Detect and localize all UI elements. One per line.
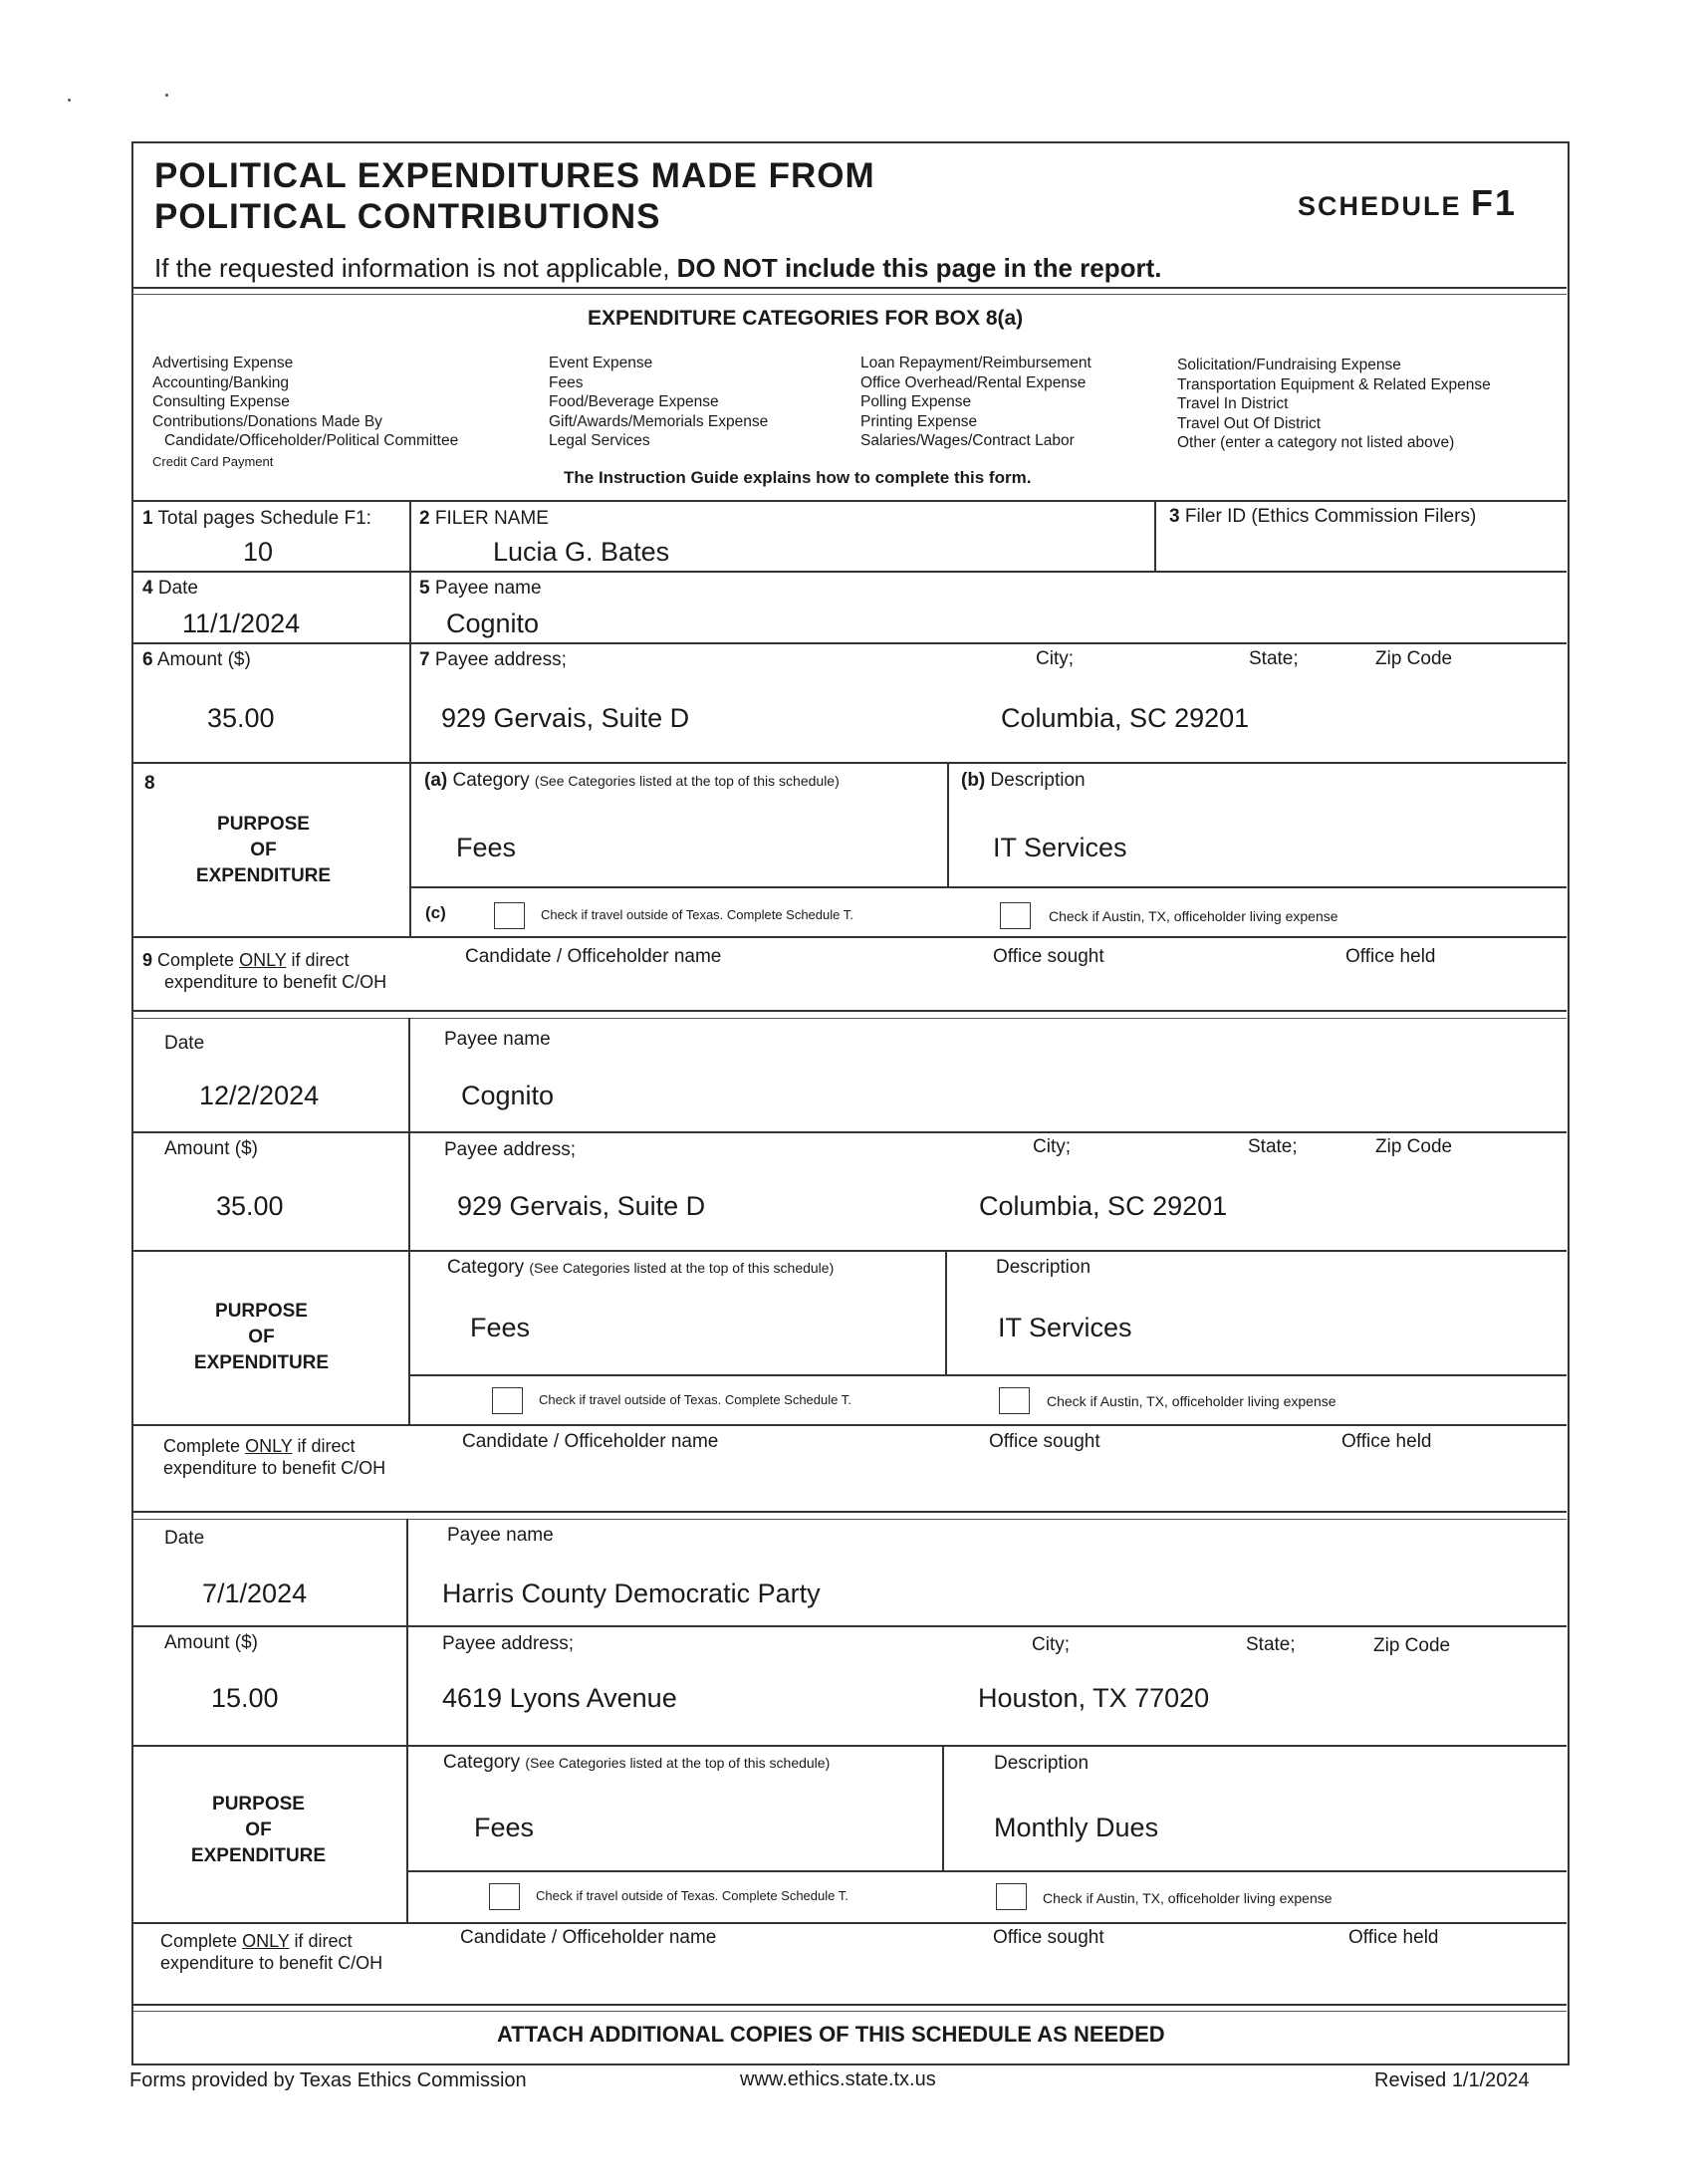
expenditure-3-address: 4619 Lyons Avenue (442, 1683, 677, 1713)
total-pages-value: 10 (243, 537, 274, 567)
field-number: 4 (142, 578, 153, 599)
categories-column-1 (152, 354, 458, 471)
divider (132, 571, 1567, 573)
category-item: Loan Repayment/Reimbursement (860, 355, 1092, 371)
category-text: Category (452, 770, 530, 791)
schedule-label (1298, 182, 1517, 224)
divider (132, 1511, 1567, 1513)
filer-id-label (1169, 506, 1476, 528)
divider (132, 1131, 1567, 1133)
note-text: if direct (297, 1436, 356, 1456)
office-sought-label: Office sought (989, 1431, 1100, 1452)
divider (132, 2004, 1567, 2006)
category-item: Legal Services (549, 432, 650, 449)
zip-label: Zip Code (1375, 1136, 1453, 1157)
website-link[interactable]: www.ethics.state.tx.us (740, 2068, 936, 2090)
divider (132, 1424, 1567, 1426)
note-text: expenditure to benefit C/OH (163, 1458, 386, 1478)
date-label: Date (164, 1528, 205, 1549)
travel-check-label: Check if travel outside of Texas. Complete Schedule T. (541, 907, 853, 922)
austin-living-expense-checkbox[interactable] (1000, 902, 1031, 929)
category-text: Category (443, 1752, 521, 1773)
expenditure-2-address: 929 Gervais, Suite D (457, 1191, 706, 1221)
complete-only-note (142, 949, 386, 993)
expenditure-3-city-state-zip: Houston, TX 77020 (978, 1683, 1210, 1713)
expenditure-3-description: Monthly Dues (994, 1813, 1159, 1842)
field-number: 6 (142, 649, 153, 670)
austin-check-label: Check if Austin, TX, officeholder living expense (1043, 1890, 1333, 1906)
field-number: (a) (424, 770, 448, 791)
divider (132, 762, 1567, 764)
description-label (961, 770, 1086, 792)
category-label (424, 770, 840, 792)
note-text: Complete (163, 1436, 241, 1456)
austin-check-label: Check if Austin, TX, officeholder living expense (1049, 908, 1338, 924)
revised-date: Revised 1/1/2024 (1374, 2069, 1530, 2091)
note-text: expenditure to benefit C/OH (164, 972, 387, 992)
field-number: (c) (425, 903, 446, 922)
category-item: Contributions/Donations Made By (152, 412, 382, 430)
payee-name-label: Payee name (447, 1525, 554, 1546)
austin-living-expense-checkbox[interactable] (996, 1883, 1027, 1910)
category-text: Category (447, 1257, 525, 1278)
filer-name-text: FILER NAME (434, 508, 549, 529)
divider (132, 294, 1567, 295)
zip-label: Zip Code (1375, 648, 1453, 669)
purpose-line: EXPENDITURE (195, 865, 332, 886)
title-line-2: POLITICAL CONTRIBUTIONS (154, 197, 661, 236)
purpose-line: OF (248, 1327, 275, 1347)
expenditure-2-payee: Cognito (461, 1081, 555, 1110)
city-label: City; (1036, 648, 1074, 669)
category-item: Polling Expense (860, 393, 972, 410)
divider (132, 500, 1567, 502)
categories-column-2 (549, 354, 768, 451)
schedule-word: SCHEDULE (1298, 191, 1462, 221)
office-sought-label: Office sought (993, 946, 1104, 967)
note-text: Complete (160, 1931, 238, 1951)
field-number: 5 (419, 578, 430, 599)
field-number: 3 (1169, 506, 1180, 527)
attach-copies-note: ATTACH ADDITIONAL COPIES OF THIS SCHEDULE AS NEEDED (497, 2022, 1165, 2047)
complete-only-note (163, 1435, 385, 1479)
austin-living-expense-checkbox[interactable] (999, 1387, 1030, 1414)
payee-address-text: Payee address; (434, 649, 567, 670)
description-label: Description (994, 1753, 1090, 1774)
notice (154, 253, 1162, 284)
purpose-line: OF (245, 1820, 272, 1840)
category-item: Gift/Awards/Memorials Expense (549, 412, 769, 430)
divider (942, 1745, 944, 1870)
divider (132, 1625, 1567, 1627)
payee-address-label (419, 649, 567, 671)
note-text: ONLY (245, 1436, 293, 1456)
field-number: 8 (144, 773, 155, 794)
note-text: expenditure to benefit C/OH (160, 1953, 383, 1973)
category-item: Office Overhead/Rental Expense (860, 373, 1087, 391)
field-number: 7 (419, 649, 430, 670)
title-line-1: POLITICAL EXPENDITURES MADE FROM (154, 156, 875, 195)
expenditure-1-description: IT Services (993, 833, 1127, 862)
category-label (447, 1257, 834, 1279)
divider (132, 642, 1567, 644)
payee-address-label: Payee address; (444, 1139, 577, 1160)
candidate-name-label: Candidate / Officeholder name (460, 1927, 717, 1948)
total-pages-label (142, 508, 371, 530)
amount-label (142, 649, 251, 671)
field-number: 9 (142, 950, 153, 970)
category-item: Advertising Expense (152, 355, 294, 371)
complete-only-note (160, 1930, 382, 1974)
purpose-line: PURPOSE (215, 1301, 308, 1322)
category-item: Food/Beverage Expense (549, 393, 719, 410)
expenditure-2-description: IT Services (998, 1313, 1132, 1342)
expenditure-1-date: 11/1/2024 (182, 608, 301, 638)
travel-outside-texas-checkbox[interactable] (489, 1883, 520, 1910)
divider (132, 1018, 1567, 1019)
notice-bold: DO NOT include this page in the report. (676, 253, 1162, 283)
note-text: if direct (294, 1931, 353, 1951)
divider (947, 762, 949, 886)
divider (132, 1922, 1567, 1924)
expenditure-3-amount: 15.00 (211, 1683, 279, 1713)
travel-outside-texas-checkbox[interactable] (494, 902, 525, 929)
travel-outside-texas-checkbox[interactable] (492, 1387, 523, 1414)
categories-heading: EXPENDITURE CATEGORIES FOR BOX 8(a) (588, 307, 1024, 330)
expenditure-3-date: 7/1/2024 (202, 1578, 308, 1608)
expenditure-2-amount: 35.00 (216, 1191, 284, 1221)
travel-check-label: Check if travel outside of Texas. Complete Schedule T. (536, 1888, 849, 1903)
city-label: City; (1032, 1634, 1070, 1655)
note-text: ONLY (239, 950, 287, 970)
expenditure-1-category: Fees (456, 833, 517, 862)
expenditure-3-payee: Harris County Democratic Party (442, 1578, 821, 1608)
divider (409, 642, 411, 936)
note-text: if direct (291, 950, 350, 970)
expenditure-1-payee: Cognito (446, 608, 540, 638)
filer-name-label (419, 508, 549, 530)
purpose-of-expenditure (171, 812, 356, 889)
divider (945, 1250, 947, 1374)
divider (132, 287, 1567, 289)
expenditure-2-date: 12/2/2024 (199, 1081, 320, 1110)
note-text: ONLY (242, 1931, 290, 1951)
expenditure-1-address: 929 Gervais, Suite D (441, 703, 690, 733)
category-label (443, 1752, 830, 1774)
instruction-guide-note: The Instruction Guide explains how to complete this form. (564, 468, 1032, 487)
divider (406, 1519, 408, 1923)
field-number: 2 (419, 508, 430, 529)
divider (132, 1745, 1567, 1747)
payee-name-label (419, 578, 542, 600)
candidate-name-label: Candidate / Officeholder name (462, 1431, 719, 1452)
austin-check-label: Check if Austin, TX, officeholder living expense (1047, 1393, 1336, 1409)
description-label: Description (996, 1257, 1092, 1278)
city-label: City; (1033, 1136, 1071, 1157)
divider (406, 1870, 1567, 1872)
office-sought-label: Office sought (993, 1927, 1104, 1948)
category-item: Fees (549, 373, 584, 391)
category-note: (See Categories listed at the top of this schedule) (529, 1260, 835, 1276)
state-label: State; (1246, 1634, 1296, 1655)
forms-provided-by: Forms provided by Texas Ethics Commission (129, 2069, 527, 2091)
category-item: Travel In District (1177, 395, 1289, 412)
divider (132, 936, 1567, 938)
divider (409, 886, 1567, 888)
category-item: Accounting/Banking (152, 373, 290, 391)
purpose-line: EXPENDITURE (193, 1352, 330, 1373)
candidate-name-label: Candidate / Officeholder name (465, 946, 722, 967)
schedule-code: F1 (1471, 182, 1518, 223)
categories-column-3 (860, 354, 1092, 451)
travel-check-label: Check if travel outside of Texas. Complete Schedule T. (539, 1392, 851, 1407)
filer-name-value: Lucia G. Bates (493, 537, 670, 567)
note-text: Complete (157, 950, 235, 970)
purpose-line: PURPOSE (212, 1794, 305, 1815)
divider (1154, 500, 1156, 571)
payee-name-label: Payee name (444, 1029, 551, 1050)
divider (132, 1519, 1567, 1520)
state-label: State; (1249, 648, 1299, 669)
amount-text: Amount ($) (156, 649, 251, 670)
purpose-of-expenditure (166, 1792, 351, 1869)
category-item: Travel Out Of District (1177, 414, 1322, 432)
office-held-label: Office held (1348, 1927, 1439, 1948)
filer-id-text: Filer ID (Ethics Commission Filers) (1184, 506, 1477, 527)
date-text: Date (157, 578, 198, 599)
amount-label: Amount ($) (164, 1632, 258, 1653)
purpose-line: EXPENDITURE (190, 1845, 327, 1866)
date-label (142, 578, 198, 600)
notice-text: If the requested information is not applicable, (154, 253, 670, 283)
category-item: Printing Expense (860, 412, 978, 430)
expenditure-2-category: Fees (470, 1313, 531, 1342)
description-text: Description (990, 770, 1086, 791)
purpose-of-expenditure (169, 1299, 354, 1376)
field-number: 1 (142, 508, 153, 529)
field-number: (b) (961, 770, 986, 791)
office-held-label: Office held (1341, 1431, 1432, 1452)
amount-label: Amount ($) (164, 1138, 258, 1159)
category-item: Consulting Expense (152, 393, 290, 410)
divider (408, 1374, 1567, 1376)
categories-column-4 (1177, 356, 1491, 453)
payee-address-label: Payee address; (442, 1633, 575, 1654)
category-item: Other (enter a category not listed above) (1177, 434, 1455, 451)
date-label: Date (164, 1033, 205, 1054)
divider (132, 1010, 1567, 1012)
scan-speck (68, 99, 71, 102)
expenditure-1-city-state-zip: Columbia, SC 29201 (1001, 703, 1250, 733)
category-note: (See Categories listed at the top of this schedule) (525, 1755, 831, 1771)
state-label: State; (1248, 1136, 1298, 1157)
category-item: Credit Card Payment (152, 453, 274, 469)
form-title (154, 155, 875, 237)
category-note: (See Categories listed at the top of this schedule) (534, 773, 840, 789)
divider (132, 1250, 1567, 1252)
purpose-line: OF (250, 840, 277, 860)
expenditure-1-amount: 35.00 (207, 703, 275, 733)
office-held-label: Office held (1345, 946, 1436, 967)
expenditure-3-category: Fees (474, 1813, 535, 1842)
purpose-line: PURPOSE (217, 814, 310, 835)
scan-speck (165, 94, 168, 97)
divider (132, 2011, 1567, 2012)
category-item: Solicitation/Fundraising Expense (1177, 357, 1401, 373)
payee-name-text: Payee name (434, 578, 542, 599)
expenditure-2-city-state-zip: Columbia, SC 29201 (979, 1191, 1228, 1221)
divider (408, 1018, 410, 1424)
category-item: Candidate/Officeholder/Political Committee (164, 432, 459, 449)
category-item: Transportation Equipment & Related Expense (1177, 375, 1491, 393)
category-item: Salaries/Wages/Contract Labor (860, 432, 1075, 449)
category-item: Event Expense (549, 355, 653, 371)
total-pages-text: Total pages Schedule F1: (157, 508, 371, 529)
zip-label: Zip Code (1373, 1635, 1451, 1656)
